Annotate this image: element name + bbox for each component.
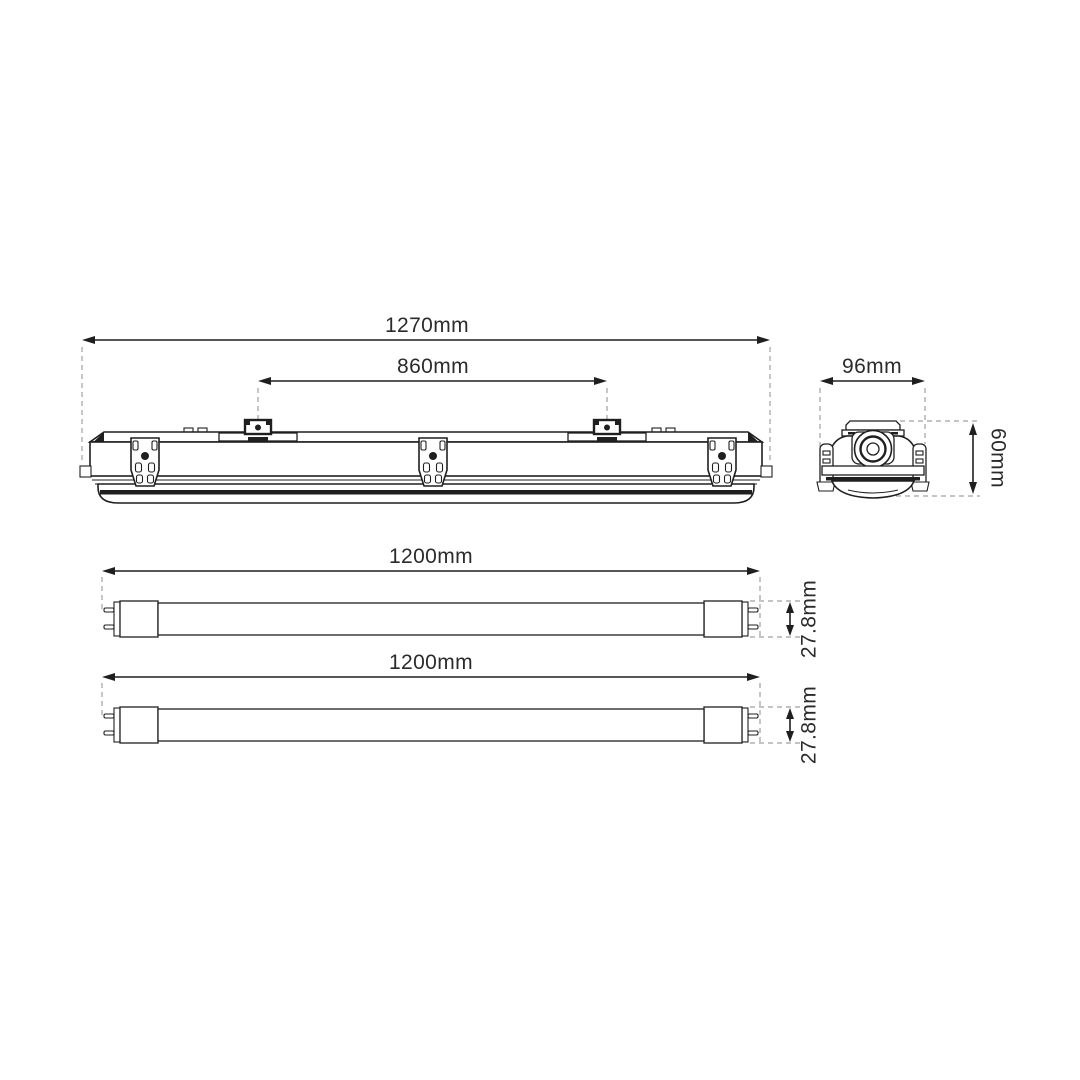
arrowhead [786,731,794,742]
dimension-label: 27.8mm [797,579,821,659]
dimension-tube-length [102,545,760,575]
led-tube-2 [102,651,821,764]
bracket-end [846,421,900,430]
arrowhead [786,602,794,613]
side-tab [761,466,772,477]
seam-band [822,466,924,475]
end-cap-corner [94,432,104,442]
diffuser-bowl [832,481,914,498]
dimension-label: 1270mm [384,314,470,337]
gasket-shadow-band [826,477,920,481]
arrowhead [82,336,95,344]
mounting-clip [419,438,447,486]
arrowhead [912,377,925,385]
gasket-shadow-band [100,490,752,495]
latch-slot [823,459,830,463]
dimension-width [820,355,925,385]
latch-slot [823,451,830,455]
dimension-height [969,423,1009,494]
mounting-bracket [219,420,297,441]
dimension-tube-diameter [750,686,821,764]
dimension-label: 1200mm [388,545,474,568]
mounting-bracket [568,420,646,441]
arrowhead [820,377,833,385]
side-tab [80,466,91,477]
dimension-label: 27.8mm [797,685,821,765]
arrowhead [786,625,794,636]
latch-slot [916,459,923,463]
arrowhead [969,423,977,435]
mounting-clip [131,438,159,486]
dimension-label: 860mm [396,355,470,378]
arrowhead [747,567,760,575]
end-view-body [817,421,929,498]
dimension-overall-length [82,314,770,344]
fixture-side-view [80,314,772,503]
fixture-end-view [817,355,1009,498]
arrowhead [102,673,115,681]
arrowhead [757,336,770,344]
t8-led-tube [104,601,758,637]
dimension-tube-diameter [750,580,821,658]
arrowhead [594,377,607,385]
end-cap-corner [748,432,758,442]
dimension-tube-length [102,651,760,681]
dimension-bracket-spacing [258,355,607,385]
dimension-label: 1200mm [388,651,474,674]
t8-led-tube [104,707,758,743]
dimension-label: 60mm [986,428,1010,488]
arrowhead [102,567,115,575]
latch-slot [916,451,923,455]
arrowhead [258,377,271,385]
cable-gland-hole [867,443,879,455]
mounting-clip [708,438,736,486]
led-tube-1 [102,545,821,658]
dimension-label: 96mm [842,355,902,378]
arrowhead [786,708,794,719]
arrowhead [747,673,760,681]
arrowhead [969,482,977,494]
